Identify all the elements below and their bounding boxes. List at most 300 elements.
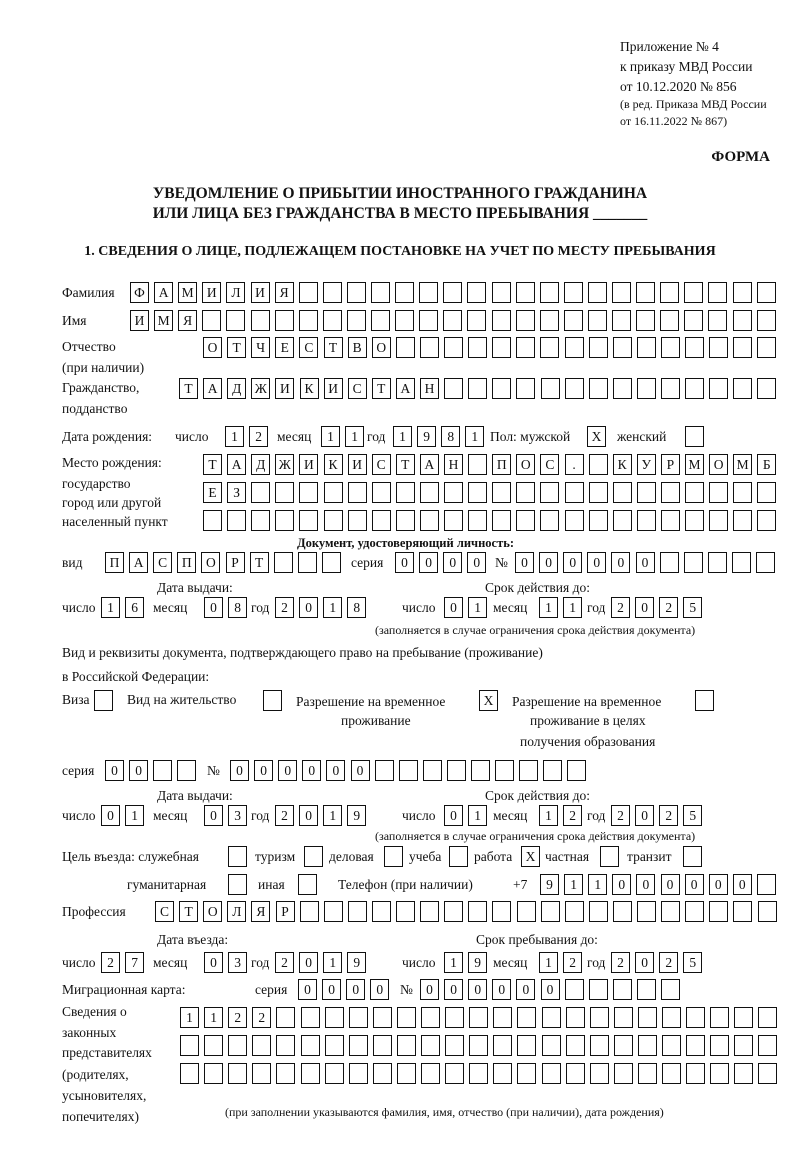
char-cell[interactable] (492, 378, 511, 399)
char-cell[interactable] (732, 552, 751, 573)
char-cell[interactable] (384, 846, 403, 867)
char-cell[interactable] (202, 310, 221, 331)
char-cell[interactable] (492, 510, 511, 531)
char-cell[interactable] (517, 901, 536, 922)
char-cell[interactable] (708, 310, 727, 331)
char-cell[interactable] (493, 1007, 512, 1028)
char-cell[interactable]: 1 (539, 597, 558, 618)
char-cell[interactable]: О (516, 454, 535, 475)
char-cell[interactable]: Б (757, 454, 776, 475)
char-cell[interactable]: У (637, 454, 656, 475)
char-cell[interactable]: 0 (395, 552, 414, 573)
char-cell[interactable] (686, 1035, 705, 1056)
char-cell[interactable] (589, 510, 608, 531)
char-cell[interactable] (299, 310, 318, 331)
char-cell[interactable]: 0 (635, 805, 654, 826)
char-cell[interactable]: 0 (326, 760, 345, 781)
char-cell[interactable] (323, 310, 342, 331)
char-cell[interactable] (180, 1035, 199, 1056)
char-cell[interactable] (709, 510, 728, 531)
char-cell[interactable] (589, 482, 608, 503)
char-cell[interactable] (516, 510, 535, 531)
char-cell[interactable] (395, 310, 414, 331)
char-cell[interactable]: М (685, 454, 704, 475)
char-cell[interactable]: О (201, 552, 220, 573)
char-cell[interactable] (566, 1063, 585, 1084)
char-cell[interactable]: 0 (733, 874, 752, 895)
char-cell[interactable] (348, 901, 367, 922)
char-cell[interactable] (421, 1035, 440, 1056)
char-cell[interactable]: 0 (105, 760, 124, 781)
char-cell[interactable] (275, 482, 294, 503)
char-cell[interactable]: 2 (563, 952, 582, 973)
char-cell[interactable]: 1 (225, 426, 244, 447)
char-cell[interactable]: Т (203, 454, 222, 475)
char-cell[interactable]: 0 (299, 805, 318, 826)
char-cell[interactable]: 9 (347, 952, 366, 973)
char-cell[interactable] (228, 1035, 247, 1056)
char-cell[interactable] (495, 760, 514, 781)
char-cell[interactable] (492, 310, 511, 331)
char-cell[interactable]: 1 (465, 426, 484, 447)
char-cell[interactable] (734, 1035, 753, 1056)
char-cell[interactable] (661, 510, 680, 531)
char-cell[interactable] (468, 378, 487, 399)
char-cell[interactable] (493, 1035, 512, 1056)
char-cell[interactable] (276, 1035, 295, 1056)
char-cell[interactable]: П (105, 552, 124, 573)
char-cell[interactable] (660, 310, 679, 331)
char-cell[interactable] (349, 1007, 368, 1028)
char-cell[interactable]: 9 (417, 426, 436, 447)
char-cell[interactable] (685, 901, 704, 922)
char-cell[interactable]: 9 (540, 874, 559, 895)
char-cell[interactable] (347, 310, 366, 331)
char-cell[interactable] (600, 846, 619, 867)
char-cell[interactable]: 0 (254, 760, 273, 781)
char-cell[interactable]: 0 (322, 979, 341, 1000)
char-cell[interactable] (444, 510, 463, 531)
char-cell[interactable] (423, 760, 442, 781)
char-cell[interactable]: 1 (564, 874, 583, 895)
char-cell[interactable] (443, 310, 462, 331)
char-cell[interactable]: 0 (587, 552, 606, 573)
char-cell[interactable]: 0 (299, 952, 318, 973)
char-cell[interactable] (590, 1007, 609, 1028)
char-cell[interactable] (421, 1007, 440, 1028)
char-cell[interactable] (396, 901, 415, 922)
char-cell[interactable]: 0 (370, 979, 389, 1000)
char-cell[interactable] (396, 337, 415, 358)
char-cell[interactable]: 1 (323, 597, 342, 618)
char-cell[interactable] (419, 282, 438, 303)
char-cell[interactable] (613, 979, 632, 1000)
char-cell[interactable] (613, 378, 632, 399)
char-cell[interactable] (373, 1063, 392, 1084)
char-cell[interactable]: О (203, 901, 222, 922)
char-cell[interactable] (395, 282, 414, 303)
char-cell[interactable] (638, 1007, 657, 1028)
char-cell[interactable] (371, 310, 390, 331)
char-cell[interactable]: П (492, 454, 511, 475)
char-cell[interactable] (684, 282, 703, 303)
char-cell[interactable] (612, 282, 631, 303)
char-cell[interactable] (347, 282, 366, 303)
char-cell[interactable]: 2 (659, 597, 678, 618)
char-cell[interactable]: 5 (683, 805, 702, 826)
char-cell[interactable]: Д (227, 378, 246, 399)
char-cell[interactable]: А (203, 378, 222, 399)
char-cell[interactable] (637, 482, 656, 503)
char-cell[interactable] (252, 1063, 271, 1084)
char-cell[interactable] (613, 901, 632, 922)
char-cell[interactable] (540, 282, 559, 303)
char-cell[interactable]: 0 (515, 552, 534, 573)
char-cell[interactable]: 0 (420, 979, 439, 1000)
char-cell[interactable] (540, 337, 559, 358)
char-cell[interactable] (709, 337, 728, 358)
char-cell[interactable] (541, 378, 560, 399)
char-cell[interactable] (468, 337, 487, 358)
char-cell[interactable]: Ч (251, 337, 270, 358)
char-cell[interactable] (612, 310, 631, 331)
char-cell[interactable] (372, 901, 391, 922)
char-cell[interactable] (588, 282, 607, 303)
char-cell[interactable]: 3 (228, 952, 247, 973)
char-cell[interactable] (565, 979, 584, 1000)
char-cell[interactable] (275, 510, 294, 531)
char-cell[interactable]: 9 (347, 805, 366, 826)
char-cell[interactable] (228, 1063, 247, 1084)
char-cell[interactable] (153, 760, 172, 781)
char-cell[interactable]: 0 (278, 760, 297, 781)
char-cell[interactable]: А (396, 378, 415, 399)
char-cell[interactable] (566, 1007, 585, 1028)
char-cell[interactable] (566, 1035, 585, 1056)
char-cell[interactable]: 1 (204, 1007, 223, 1028)
char-cell[interactable] (397, 1035, 416, 1056)
char-cell[interactable] (443, 282, 462, 303)
char-cell[interactable]: 0 (612, 874, 631, 895)
char-cell[interactable] (348, 482, 367, 503)
char-cell[interactable] (683, 846, 702, 867)
char-cell[interactable] (444, 901, 463, 922)
char-cell[interactable]: 0 (101, 805, 120, 826)
char-cell[interactable] (685, 378, 704, 399)
char-cell[interactable]: 2 (228, 1007, 247, 1028)
char-cell[interactable] (636, 282, 655, 303)
char-cell[interactable]: З (227, 482, 246, 503)
char-cell[interactable]: 0 (635, 597, 654, 618)
char-cell[interactable]: И (299, 454, 318, 475)
char-cell[interactable] (372, 510, 391, 531)
char-cell[interactable] (517, 1035, 536, 1056)
char-cell[interactable]: 2 (275, 952, 294, 973)
char-cell[interactable]: 1 (539, 952, 558, 973)
char-cell[interactable] (516, 337, 535, 358)
char-cell[interactable] (564, 282, 583, 303)
char-cell[interactable]: 0 (419, 552, 438, 573)
char-cell[interactable]: 2 (563, 805, 582, 826)
char-cell[interactable] (540, 310, 559, 331)
char-cell[interactable] (301, 1007, 320, 1028)
char-cell[interactable]: К (324, 454, 343, 475)
char-cell[interactable] (757, 874, 776, 895)
char-cell[interactable]: 0 (516, 979, 535, 1000)
char-cell[interactable] (686, 1007, 705, 1028)
char-cell[interactable] (733, 337, 752, 358)
char-cell[interactable] (540, 482, 559, 503)
char-cell[interactable]: И (324, 378, 343, 399)
char-cell[interactable] (349, 1063, 368, 1084)
char-cell[interactable] (614, 1007, 633, 1028)
char-cell[interactable] (325, 1007, 344, 1028)
char-cell[interactable]: А (227, 454, 246, 475)
char-cell[interactable] (541, 901, 560, 922)
char-cell[interactable]: 0 (444, 979, 463, 1000)
char-cell[interactable]: А (420, 454, 439, 475)
char-cell[interactable] (757, 510, 776, 531)
char-cell[interactable] (492, 482, 511, 503)
char-cell[interactable]: Н (420, 378, 439, 399)
char-cell[interactable] (733, 378, 752, 399)
char-cell[interactable]: О (203, 337, 222, 358)
char-cell[interactable] (420, 901, 439, 922)
char-cell[interactable] (613, 482, 632, 503)
char-cell[interactable]: Т (227, 337, 246, 358)
char-cell[interactable] (684, 552, 703, 573)
char-cell[interactable]: 5 (683, 952, 702, 973)
char-cell[interactable] (590, 1063, 609, 1084)
char-cell[interactable] (757, 310, 776, 331)
char-cell[interactable] (421, 1063, 440, 1084)
char-cell[interactable] (695, 690, 714, 711)
char-cell[interactable] (251, 482, 270, 503)
char-cell[interactable] (661, 901, 680, 922)
char-cell[interactable] (614, 1063, 633, 1084)
char-cell[interactable]: . (565, 454, 584, 475)
char-cell[interactable]: 0 (443, 552, 462, 573)
char-cell[interactable]: Ф (130, 282, 149, 303)
char-cell[interactable]: Р (661, 454, 680, 475)
char-cell[interactable]: 1 (321, 426, 340, 447)
char-cell[interactable]: X (479, 690, 498, 711)
char-cell[interactable] (468, 510, 487, 531)
char-cell[interactable] (757, 282, 776, 303)
char-cell[interactable]: 1 (323, 952, 342, 973)
char-cell[interactable]: Е (203, 482, 222, 503)
char-cell[interactable]: 0 (302, 760, 321, 781)
char-cell[interactable]: С (540, 454, 559, 475)
char-cell[interactable] (493, 1063, 512, 1084)
char-cell[interactable] (589, 337, 608, 358)
char-cell[interactable] (299, 482, 318, 503)
char-cell[interactable]: Я (275, 282, 294, 303)
char-cell[interactable]: В (348, 337, 367, 358)
char-cell[interactable] (449, 846, 468, 867)
char-cell[interactable] (298, 874, 317, 895)
char-cell[interactable]: 7 (125, 952, 144, 973)
char-cell[interactable]: Д (251, 454, 270, 475)
char-cell[interactable] (325, 1063, 344, 1084)
char-cell[interactable] (325, 1035, 344, 1056)
char-cell[interactable] (373, 1035, 392, 1056)
char-cell[interactable] (686, 1063, 705, 1084)
char-cell[interactable]: 1 (323, 805, 342, 826)
char-cell[interactable]: Т (179, 378, 198, 399)
char-cell[interactable]: 1 (444, 952, 463, 973)
char-cell[interactable]: М (154, 310, 173, 331)
char-cell[interactable] (299, 510, 318, 531)
char-cell[interactable] (733, 310, 752, 331)
char-cell[interactable] (757, 482, 776, 503)
char-cell[interactable] (468, 482, 487, 503)
char-cell[interactable] (564, 310, 583, 331)
char-cell[interactable] (661, 979, 680, 1000)
char-cell[interactable] (588, 310, 607, 331)
char-cell[interactable]: Е (275, 337, 294, 358)
char-cell[interactable] (734, 1007, 753, 1028)
char-cell[interactable] (565, 901, 584, 922)
char-cell[interactable] (565, 510, 584, 531)
char-cell[interactable] (613, 510, 632, 531)
char-cell[interactable]: 3 (228, 805, 247, 826)
char-cell[interactable] (662, 1035, 681, 1056)
char-cell[interactable] (516, 482, 535, 503)
char-cell[interactable]: 2 (659, 952, 678, 973)
char-cell[interactable]: К (613, 454, 632, 475)
char-cell[interactable] (471, 760, 490, 781)
char-cell[interactable]: 0 (346, 979, 365, 1000)
char-cell[interactable]: 0 (298, 979, 317, 1000)
char-cell[interactable] (419, 310, 438, 331)
char-cell[interactable] (349, 1035, 368, 1056)
char-cell[interactable] (180, 1063, 199, 1084)
char-cell[interactable]: Ж (275, 454, 294, 475)
char-cell[interactable] (733, 901, 752, 922)
char-cell[interactable]: 6 (125, 597, 144, 618)
char-cell[interactable] (444, 337, 463, 358)
char-cell[interactable]: И (348, 454, 367, 475)
char-cell[interactable] (519, 760, 538, 781)
char-cell[interactable] (638, 1035, 657, 1056)
char-cell[interactable] (348, 510, 367, 531)
char-cell[interactable]: 1 (468, 597, 487, 618)
char-cell[interactable] (469, 1063, 488, 1084)
char-cell[interactable] (324, 901, 343, 922)
char-cell[interactable]: П (177, 552, 196, 573)
char-cell[interactable]: С (372, 454, 391, 475)
char-cell[interactable]: 1 (345, 426, 364, 447)
char-cell[interactable] (227, 510, 246, 531)
char-cell[interactable]: Н (444, 454, 463, 475)
char-cell[interactable] (420, 337, 439, 358)
char-cell[interactable] (251, 310, 270, 331)
char-cell[interactable]: 2 (252, 1007, 271, 1028)
char-cell[interactable] (399, 760, 418, 781)
char-cell[interactable]: Я (178, 310, 197, 331)
char-cell[interactable]: 0 (709, 874, 728, 895)
char-cell[interactable]: А (129, 552, 148, 573)
char-cell[interactable]: 0 (636, 552, 655, 573)
char-cell[interactable] (324, 510, 343, 531)
char-cell[interactable] (300, 901, 319, 922)
char-cell[interactable]: Р (276, 901, 295, 922)
char-cell[interactable]: 1 (588, 874, 607, 895)
char-cell[interactable]: Р (226, 552, 245, 573)
char-cell[interactable]: 0 (204, 597, 223, 618)
char-cell[interactable] (565, 482, 584, 503)
char-cell[interactable] (469, 1007, 488, 1028)
char-cell[interactable] (710, 1035, 729, 1056)
char-cell[interactable] (638, 1063, 657, 1084)
char-cell[interactable] (589, 454, 608, 475)
char-cell[interactable] (492, 901, 511, 922)
char-cell[interactable]: 1 (539, 805, 558, 826)
char-cell[interactable] (228, 874, 247, 895)
char-cell[interactable] (467, 310, 486, 331)
char-cell[interactable]: 8 (228, 597, 247, 618)
char-cell[interactable] (589, 979, 608, 1000)
char-cell[interactable] (467, 282, 486, 303)
char-cell[interactable] (304, 846, 323, 867)
char-cell[interactable] (758, 1035, 777, 1056)
char-cell[interactable]: И (275, 378, 294, 399)
char-cell[interactable] (492, 282, 511, 303)
char-cell[interactable] (708, 552, 727, 573)
char-cell[interactable]: 2 (611, 805, 630, 826)
char-cell[interactable]: 0 (351, 760, 370, 781)
char-cell[interactable] (203, 510, 222, 531)
char-cell[interactable] (469, 1035, 488, 1056)
char-cell[interactable]: И (130, 310, 149, 331)
char-cell[interactable] (298, 552, 317, 573)
char-cell[interactable] (542, 1035, 561, 1056)
char-cell[interactable]: 0 (539, 552, 558, 573)
char-cell[interactable] (589, 378, 608, 399)
char-cell[interactable]: 0 (204, 952, 223, 973)
char-cell[interactable] (397, 1063, 416, 1084)
char-cell[interactable] (589, 901, 608, 922)
char-cell[interactable]: С (155, 901, 174, 922)
char-cell[interactable]: О (709, 454, 728, 475)
char-cell[interactable] (444, 378, 463, 399)
char-cell[interactable] (447, 760, 466, 781)
char-cell[interactable] (543, 760, 562, 781)
char-cell[interactable] (323, 282, 342, 303)
char-cell[interactable]: Я (251, 901, 270, 922)
char-cell[interactable] (517, 1007, 536, 1028)
char-cell[interactable] (322, 552, 341, 573)
char-cell[interactable] (590, 1035, 609, 1056)
char-cell[interactable] (444, 482, 463, 503)
char-cell[interactable]: 0 (230, 760, 249, 781)
char-cell[interactable] (276, 1063, 295, 1084)
char-cell[interactable] (263, 690, 282, 711)
char-cell[interactable] (613, 337, 632, 358)
char-cell[interactable]: 0 (467, 552, 486, 573)
char-cell[interactable] (252, 1035, 271, 1056)
char-cell[interactable]: 2 (275, 805, 294, 826)
char-cell[interactable] (757, 337, 776, 358)
char-cell[interactable]: 1 (393, 426, 412, 447)
char-cell[interactable] (177, 760, 196, 781)
char-cell[interactable] (372, 482, 391, 503)
char-cell[interactable]: Л (226, 282, 245, 303)
char-cell[interactable] (708, 282, 727, 303)
char-cell[interactable] (516, 282, 535, 303)
char-cell[interactable] (685, 426, 704, 447)
